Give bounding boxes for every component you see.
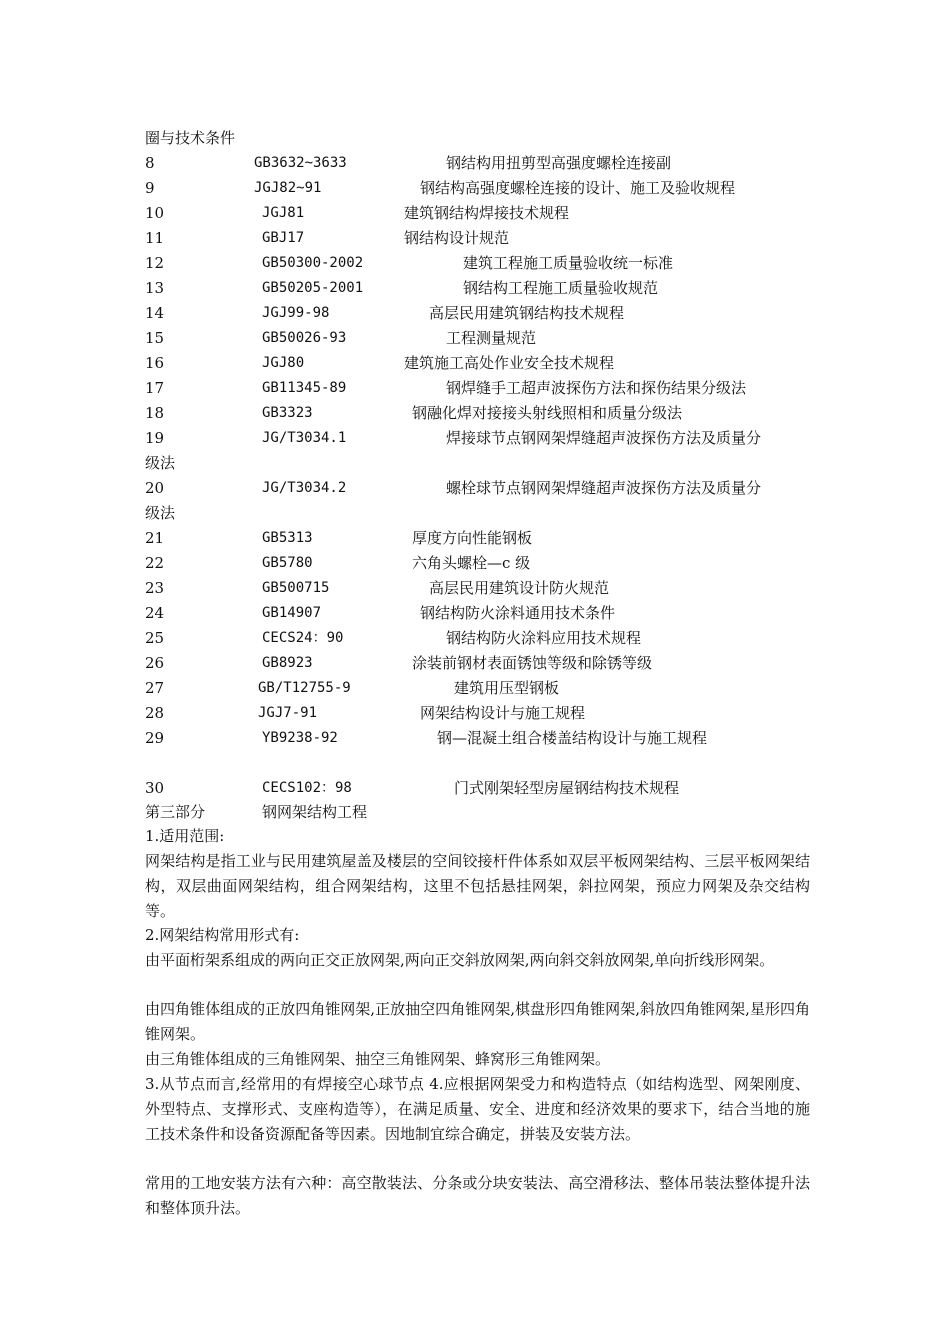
standard-number: 16 <box>145 354 165 372</box>
standard-code: JGJ81 <box>262 205 305 221</box>
paragraph-triangular-pyramid: 由三角锥体组成的三角锥网架、抽空三角锥网架、蜂窝形三角锥网架。 <box>145 1050 611 1068</box>
standard-title-continuation: 级法 <box>145 504 176 522</box>
paragraph-scope: 网架结构是指工业与民用建筑屋盖及楼层的空间铰接杆件体系如双层平板网架结构、三层平板网架结构，双层曲面网架结构，组合网架结构，这里不包括悬挂网架，斜拉网架，预应力网架及杂交结构等。 <box>145 852 810 920</box>
standard-code: YB9238-92 <box>262 730 338 746</box>
standard-number: 28 <box>145 704 165 722</box>
standard-number: 10 <box>145 204 165 222</box>
standard-number: 29 <box>145 729 165 747</box>
standard-code: JGJ7-91 <box>258 705 318 721</box>
standard-number: 23 <box>145 579 165 597</box>
standard-title: 钢结构防火涂料应用技术规程 <box>446 629 642 647</box>
standard-code: GB5313 <box>262 530 313 546</box>
standard-code: GB8923 <box>262 655 313 671</box>
standard-title: 钢—混凝土组合楼盖结构设计与施工规程 <box>437 729 708 747</box>
standard-title: 建筑施工高处作业安全技术规程 <box>404 354 615 372</box>
standard-code: GB11345-89 <box>262 380 347 396</box>
standard-title: 建筑钢结构焊接技术规程 <box>404 204 570 222</box>
standard-number: 24 <box>145 604 165 622</box>
section-heading-scope: 1.适用范围: <box>145 827 225 845</box>
paragraph-square-pyramid: 由四角锥体组成的正放四角锥网架,正放抽空四角锥网架,棋盘形四角锥网架,斜放四角锥网架,星形四角锥网架。 <box>145 1000 810 1043</box>
standard-code: GB500715 <box>262 580 330 596</box>
standard-number: 22 <box>145 554 165 572</box>
standard-number: 27 <box>145 679 165 697</box>
section-heading-forms: 2.网架结构常用形式有: <box>145 926 300 944</box>
standard-code: GBJ17 <box>262 230 305 246</box>
standard-number: 18 <box>145 404 165 422</box>
standard-number: 30 <box>145 779 165 797</box>
standard-number: 15 <box>145 329 165 347</box>
standard-code: JG/T3034.2 <box>262 480 347 496</box>
standard-title: 钢焊缝手工超声波探伤方法和探伤结果分级法 <box>446 379 747 397</box>
standard-code: GB3323 <box>262 405 313 421</box>
standard-code: GB50205-2001 <box>262 280 364 296</box>
standard-title: 网架结构设计与施工规程 <box>420 704 586 722</box>
standard-number: 17 <box>145 379 165 397</box>
standard-number: 8 <box>145 154 155 172</box>
standard-number: 11 <box>145 229 165 247</box>
standard-number: 9 <box>145 179 155 197</box>
standard-code: JG/T3034.1 <box>262 430 347 446</box>
standard-title: 高层民用建筑设计防火规范 <box>429 579 610 597</box>
standard-code: CECS24：90 <box>262 630 344 646</box>
standard-title: 高层民用建筑钢结构技术规程 <box>429 304 625 322</box>
intro-line: 圈与技术条件 <box>145 129 236 147</box>
standard-code: JGJ82~91 <box>254 180 322 196</box>
part3-title: 钢网架结构工程 <box>262 803 368 821</box>
standard-code: GB5780 <box>262 555 313 571</box>
paragraph-planar-truss: 由平面桁架系组成的两向正交正放网架,两向正交斜放网架,两向斜交斜放网架,单向折线形网架。 <box>145 951 775 969</box>
standard-code: GB14907 <box>262 605 322 621</box>
standard-title: 钢融化焊对接接头射线照相和质量分级法 <box>412 404 683 422</box>
standard-title: 焊接球节点钢网架焊缝超声波探伤方法及质量分 <box>446 429 762 447</box>
standard-title: 钢结构工程施工质量验收规范 <box>463 279 659 297</box>
standard-code: JGJ99-98 <box>262 305 330 321</box>
standard-title: 钢结构用扭剪型高强度螺栓连接副 <box>446 154 672 172</box>
standard-number: 19 <box>145 429 165 447</box>
standard-number: 13 <box>145 279 165 297</box>
standard-title: 钢结构防火涂料通用技术条件 <box>420 604 616 622</box>
standard-code: GB3632~3633 <box>254 155 347 171</box>
standard-number: 21 <box>145 529 165 547</box>
standard-code: JGJ80 <box>262 355 305 371</box>
standard-number: 25 <box>145 629 165 647</box>
standard-title: 建筑工程施工质量验收统一标准 <box>463 254 674 272</box>
paragraph-nodes-installation: 3.从节点而言,经常用的有焊接空心球节点 4.应根据网架受力和构造特点（如结构选型、网架刚度、外型特点、支撑形式、支座构造等），在满足质量、安全、进度和经济效果的要求下，结合当地的施工技术条件和设备资源配备等因素。因地制宜综合确定，拼装及安装方法。 <box>145 1075 810 1143</box>
standard-title: 钢结构高强度螺栓连接的设计、施工及验收规程 <box>420 179 736 197</box>
standard-title: 工程测量规范 <box>446 329 537 347</box>
standard-title: 螺栓球节点钢网架焊缝超声波探伤方法及质量分 <box>446 479 762 497</box>
standard-title: 门式刚架轻型房屋钢结构技术规程 <box>454 779 680 797</box>
standard-title: 建筑用压型钢板 <box>454 679 560 697</box>
paragraph-site-methods: 常用的工地安装方法有六种：高空散装法、分条或分块安装法、高空滑移法、整体吊装法整体提升法和整体顶升法。 <box>145 1174 810 1217</box>
standard-title: 涂装前钢材表面锈蚀等级和除锈等级 <box>412 654 653 672</box>
standard-number: 20 <box>145 479 165 497</box>
standard-code: CECS102：98 <box>262 780 352 796</box>
standard-code: GB50300-2002 <box>262 255 364 271</box>
standard-number: 12 <box>145 254 165 272</box>
standard-code: GB50026-93 <box>262 330 347 346</box>
standard-title: 钢结构设计规范 <box>404 229 510 247</box>
standard-number: 14 <box>145 304 165 322</box>
standard-number: 26 <box>145 654 165 672</box>
standard-title-continuation: 级法 <box>145 454 176 472</box>
standard-code: GB/T12755-9 <box>258 680 351 696</box>
part3-label: 第三部分 <box>145 803 206 821</box>
standard-title: 厚度方向性能钢板 <box>412 529 533 547</box>
standard-title: 六角头螺栓—c 级 <box>412 554 531 572</box>
